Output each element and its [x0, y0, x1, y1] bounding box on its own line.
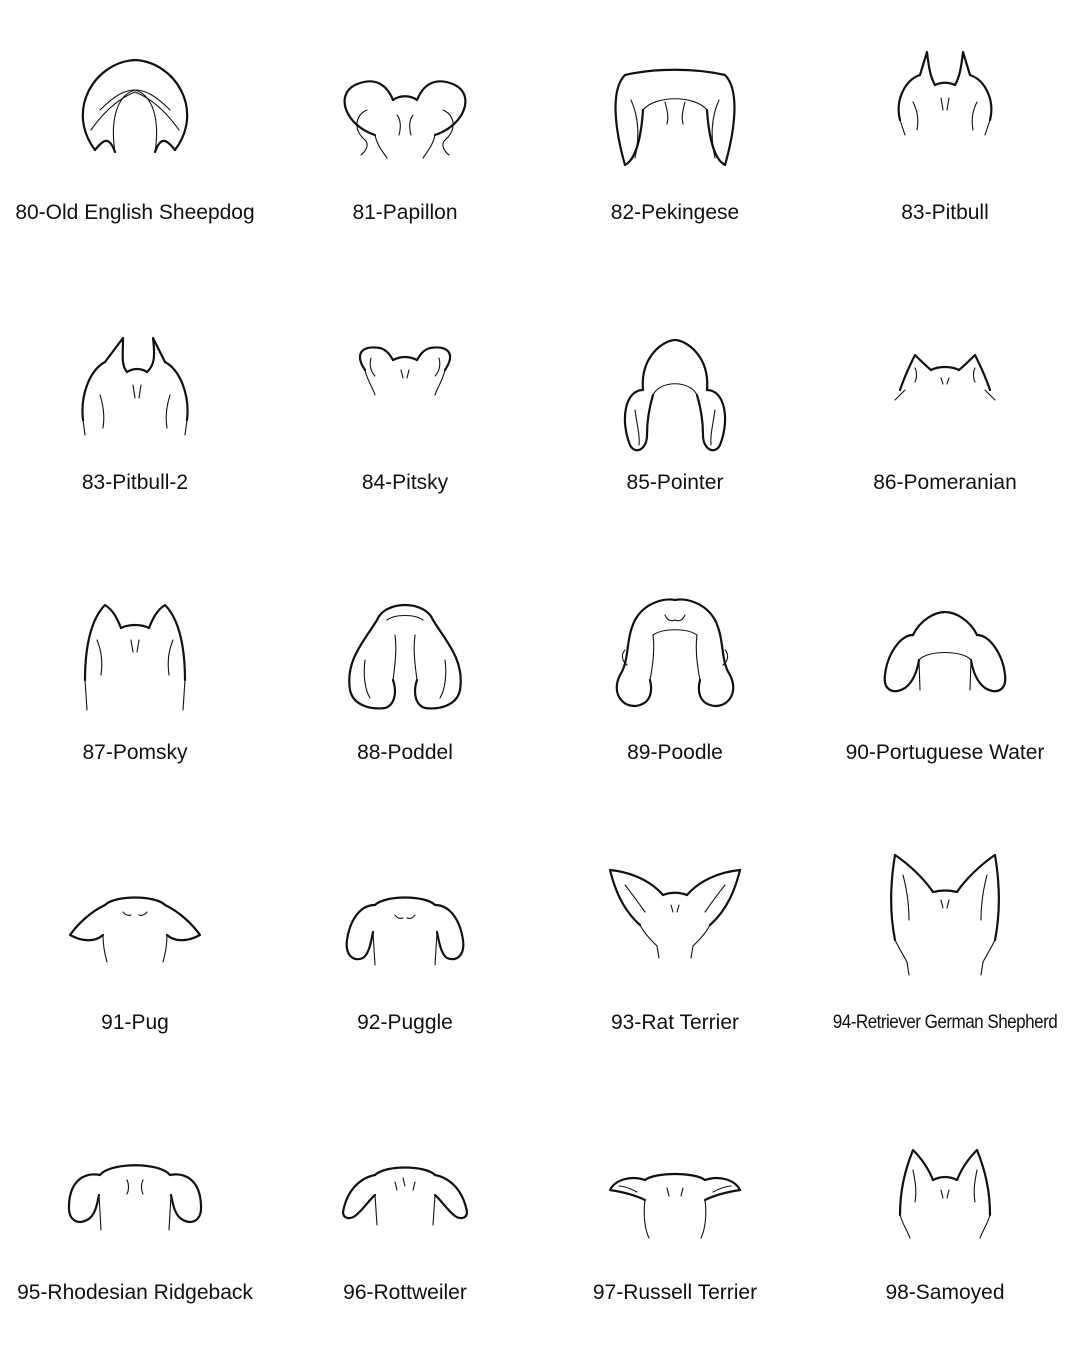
ear-style-tile [810, 1080, 1080, 1350]
ear-style-tile [270, 0, 540, 270]
rottweiler-ears-icon [325, 1120, 485, 1270]
ear-style-label: 87-Pomsky [82, 741, 188, 764]
ear-style-label: 89-Poodle [627, 741, 723, 764]
ear-style-tile [0, 540, 270, 810]
pitsky-ears-icon [325, 310, 485, 460]
ear-style-label: 83-Pitbull [901, 201, 989, 224]
ear-style-label: 80-Old English Sheepdog [15, 201, 255, 224]
russell-terrier-ears-icon [595, 1120, 755, 1270]
ear-style-label: 97-Russell Terrier [592, 1281, 758, 1304]
ear-style-label: 90-Portuguese Water [845, 741, 1045, 764]
ear-style-label: 96-Rottweiler [343, 1281, 467, 1304]
ear-style-tile [0, 270, 270, 540]
ear-style-tile [540, 540, 810, 810]
poodle-ears-icon [595, 580, 755, 730]
ear-style-tile [270, 540, 540, 810]
ear-style-tile [540, 810, 810, 1080]
ear-style-label: 84-Pitsky [361, 471, 449, 494]
ear-style-label: 95-Rhodesian Ridgeback [17, 1281, 253, 1304]
pekingese-ears-icon [595, 40, 755, 190]
ear-style-tile [0, 0, 270, 270]
rat-terrier-ears-icon [595, 850, 755, 1000]
ear-style-label: 88-Poddel [357, 741, 453, 764]
ear-style-label: 82-Pekingese [610, 201, 740, 224]
pomsky-ears-icon [55, 580, 215, 730]
ear-style-tile [270, 270, 540, 540]
ear-style-tile [540, 270, 810, 540]
samoyed-ears-icon [865, 1120, 1025, 1270]
ear-style-label: 94-Retriever German Shepherd [832, 1012, 1058, 1033]
pointer-ears-icon [595, 310, 755, 460]
ear-style-tile [810, 0, 1080, 270]
ear-style-tile [810, 270, 1080, 540]
pitbull-ears-icon [865, 40, 1025, 190]
ear-style-tile [810, 810, 1080, 1080]
pitbull-2-ears-icon [55, 310, 215, 460]
ear-style-label: 85-Pointer [626, 471, 724, 494]
ear-style-label: 92-Puggle [357, 1011, 453, 1034]
ear-style-tile [0, 810, 270, 1080]
poddel-ears-icon [325, 580, 485, 730]
portuguese-water-ears-icon [865, 580, 1025, 730]
ear-style-tile [540, 1080, 810, 1350]
ear-style-tile [540, 0, 810, 270]
ear-style-label: 91-Pug [101, 1011, 169, 1034]
old-english-sheepdog-ears-icon [55, 40, 215, 190]
rhodesian-ridgeback-ears-icon [55, 1120, 215, 1270]
ear-style-label: 86-Pomeranian [873, 471, 1017, 494]
papillon-ears-icon [325, 40, 485, 190]
ear-style-tile [270, 810, 540, 1080]
ear-style-label: 83-Pitbull-2 [81, 471, 189, 494]
ear-style-tile [270, 1080, 540, 1350]
puggle-ears-icon [325, 850, 485, 1000]
pomeranian-ears-icon [865, 310, 1025, 460]
ear-style-tile [810, 540, 1080, 810]
ear-style-label: 81-Papillon [352, 201, 458, 224]
pug-ears-icon [55, 850, 215, 1000]
retriever-german-shepherd-ears-icon [865, 850, 1025, 1000]
ear-style-label: 98-Samoyed [885, 1281, 1005, 1304]
ear-style-label: 93-Rat Terrier [611, 1011, 739, 1034]
ear-style-tile [0, 1080, 270, 1350]
